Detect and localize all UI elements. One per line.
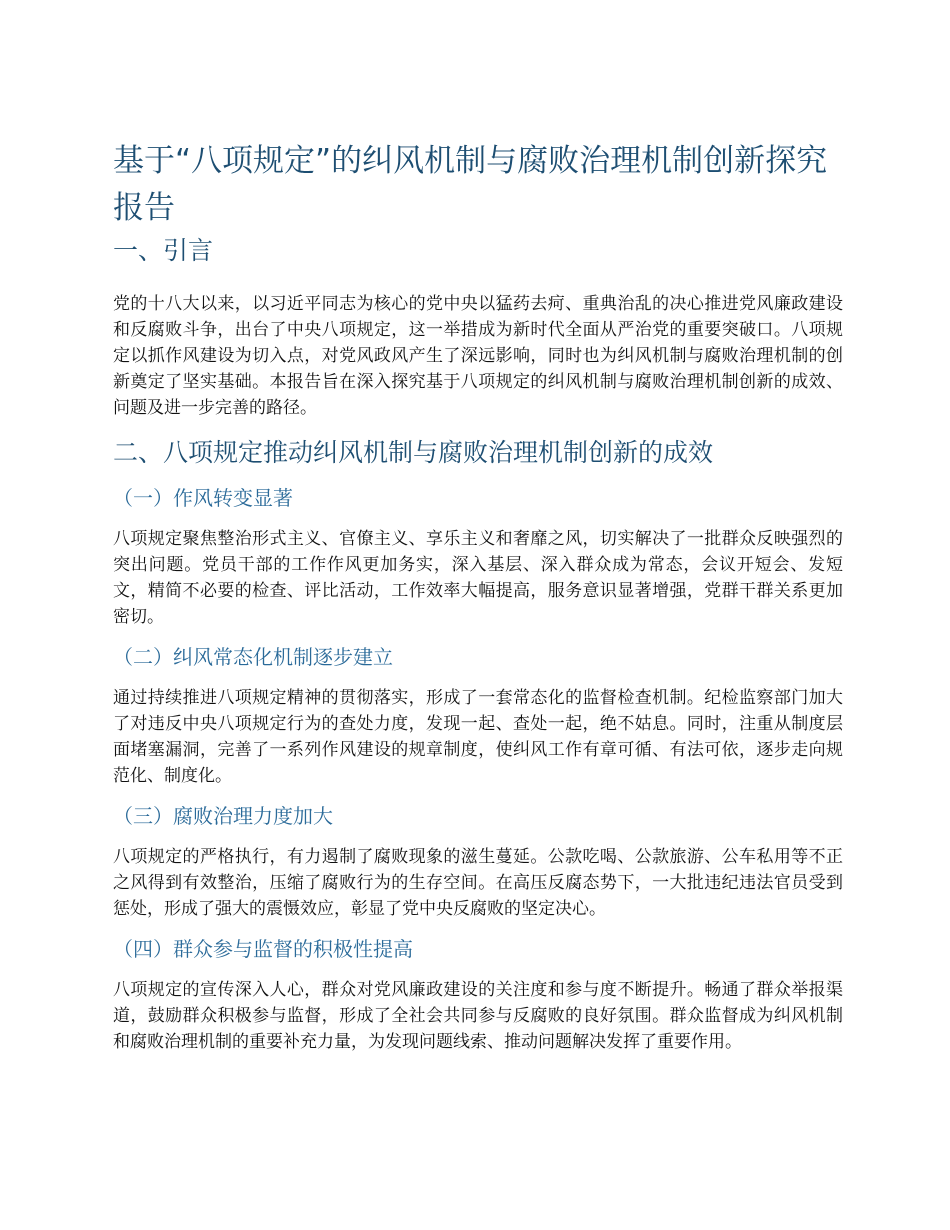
subsection-paragraph-public-supervision: 八项规定的宣传深入人心，群众对党风廉政建设的关注度和参与度不断提升。畅通了群众举报渠道，鼓励群众积极参与监督，形成了全社会共同参与反腐败的良好氛围。群众监督成为纠风机制和腐败治理机制的重要补充力量，为发现问题线索、推动问题解决发挥了重要作用。 bbox=[113, 980, 843, 1052]
section-heading-achievements: 二、八项规定推动纠风机制与腐败治理机制创新的成效 bbox=[113, 438, 714, 467]
subsection-paragraph-normalized-mechanism: 通过持续推进八项规定精神的贯彻落实，形成了一套常态化的监督检查机制。纪检监察部门加大了对违反中央八项规定行为的查处力度，发现一起、查处一起，绝不姑息。同时，注重从制度层面堵塞漏洞，完善了一系列作风建设的规章制度，使纠风工作有章可循、有法可依，逐步走向规范化、制度化。 bbox=[113, 688, 843, 786]
document-title: 基于“八项规定”的纠风机制与腐败治理机制创新探究报告 bbox=[113, 143, 828, 226]
subsection-paragraph-anti-corruption: 八项规定的严格执行，有力遏制了腐败现象的滋生蔓延。公款吃喝、公款旅游、公车私用等不正之风得到有效整治，压缩了腐败行为的生存空间。在高压反腐态势下，一大批违纪违法官员受到惩处，形成了强大的震慑效应，彰显了党中央反腐败的坚定决心。 bbox=[113, 847, 843, 919]
subsection-heading-anti-corruption: （三）腐败治理力度加大 bbox=[113, 804, 333, 828]
subsection-heading-public-supervision: （四）群众参与监督的积极性提高 bbox=[113, 937, 413, 961]
section-heading-intro: 一、引言 bbox=[113, 236, 214, 265]
intro-paragraph: 党的十八大以来，以习近平同志为核心的党中央以猛药去疴、重典治乱的决心推进党风廉政建设和反腐败斗争，出台了中央八项规定，这一举措成为新时代全面从严治党的重要突破口。八项规定以抓作风建设为切入点，对党风政风产生了深远影响，同时也为纠风机制与腐败治理机制的创新奠定了坚实基础。本报告旨在深入探究基于八项规定的纠风机制与腐败治理机制创新的成效、问题及进一步完善的路径。 bbox=[113, 294, 843, 418]
subsection-heading-style-change: （一）作风转变显著 bbox=[113, 486, 293, 510]
document-page bbox=[113, 138, 843, 1055]
subsection-heading-normalized-mechanism: （二）纠风常态化机制逐步建立 bbox=[113, 645, 393, 669]
subsection-paragraph-style-change: 八项规定聚焦整治形式主义、官僚主义、享乐主义和奢靡之风，切实解决了一批群众反映强烈的突出问题。党员干部的工作作风更加务实，深入基层、深入群众成为常态，会议开短会、发短文，精简不必要的检查、评比活动，工作效率大幅提高，服务意识显著增强，党群干群关系更加密切。 bbox=[113, 529, 843, 627]
